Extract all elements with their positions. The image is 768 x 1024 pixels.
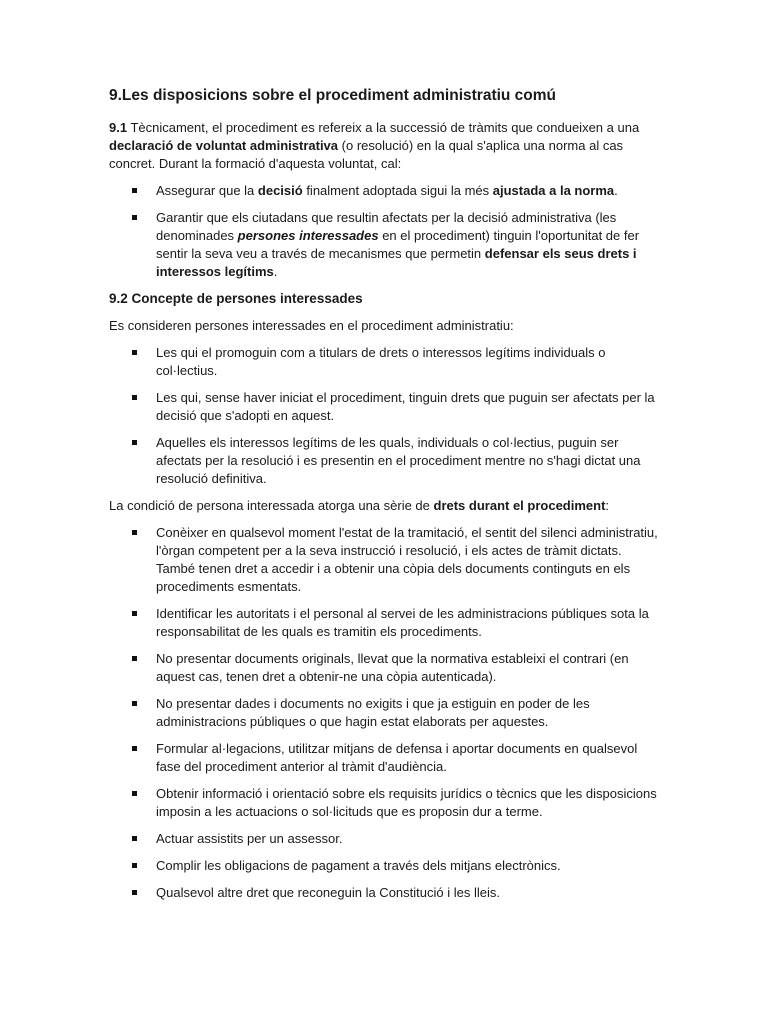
rights-list [109,524,664,902]
bullet-icon [132,836,137,841]
bullet-icon [132,215,137,220]
section-intro: Es consideren persones interessades en el procediment administratiu: [109,318,514,333]
bullet-icon [132,791,137,796]
bullet-icon [132,890,137,895]
section-number: 9.1 [109,120,128,135]
section-heading: 9.2 Concepte de persones interessades [109,291,363,306]
list-item: Les qui, sense haver iniciat el procediment, tinguin drets que puguin ser afectats per la decisió que s'adopti en aquest. [109,389,664,425]
interested-persons-list [109,344,664,488]
bullet-icon [132,350,137,355]
list-item: Assegurar que la decisió finalment adoptada sigui la més ajustada a la norma. [109,182,664,200]
bullet-icon [132,656,137,661]
list-item: Qualsevol altre dret que reconeguin la Constitució i les lleis. [109,884,664,902]
bullet-icon [132,701,137,706]
bullet-icon [132,746,137,751]
list-item: No presentar dades i documents no exigits i que ja estiguin en poder de les administracions públiques o que hagin estat elaborats per aquestes. [109,695,664,731]
section-9-1-paragraph: 9.1 Tècnicament, el procediment es refereix a la successió de tràmits que condueixen a una declaració de voluntat administrativa (o resolució) en la qual s'aplica una norma al cas concret. Durant la formació d'aquesta voluntat, cal: [109,120,640,171]
section-9-1-list [109,182,664,281]
bullet-icon [132,863,137,868]
document-title: 9.Les disposicions sobre el procediment administratiu comú [109,87,557,104]
bullet-icon [132,395,137,400]
list-item: Identificar les autoritats i el personal al servei de les administracions públiques sota la responsabilitat de les quals es tramitin els procediments. [109,605,664,641]
list-item: Garantir que els ciutadans que resultin afectats per la decisió administrativa (les denominades persones interessades en el procediment) tinguin l'oportunitat de fer sentir la seva veu a través de mecanismes que permetin defensar els seus drets i interessos legítims. [109,209,664,281]
bullet-icon [132,530,137,535]
list-item: Obtenir informació i orientació sobre els requisits jurídics o tècnics que les disposicions imposin a les actuacions o sol·licituds que es proposin dur a terme. [109,785,664,821]
bullet-icon [132,611,137,616]
list-item: No presentar documents originals, llevat que la normativa estableixi el contrari (en aquest cas, tenen dret a obtenir-ne una còpia autenticada). [109,650,664,686]
list-item: Actuar assistits per un assessor. [109,830,664,848]
list-item: Complir les obligacions de pagament a través dels mitjans electrònics. [109,857,664,875]
rights-intro: La condició de persona interessada atorga una sèrie de drets durant el procediment: [109,498,610,513]
list-item: Les qui el promoguin com a titulars de drets o interessos legítims individuals o col·lectius. [109,344,664,380]
bullet-icon [132,188,137,193]
list-item: Aquelles els interessos legítims de les quals, individuals o col·lectius, puguin ser afectats per la resolució i es presentin en el procediment mentre no s'hagi dictat una resolució definitiva. [109,434,664,488]
bullet-icon [132,440,137,445]
list-item: Formular al·legacions, utilitzar mitjans de defensa i aportar documents en qualsevol fase del procediment anterior al tràmit d'audiència. [109,740,664,776]
list-item: Conèixer en qualsevol moment l'estat de la tramitació, el sentit del silenci administratiu, l'òrgan competent per a la seva instrucció i resolució, i els actes de tràmit dictats. També tenen dret a accedir i a obtenir una còpia dels documents continguts en els procediments esmentats. [109,524,664,596]
